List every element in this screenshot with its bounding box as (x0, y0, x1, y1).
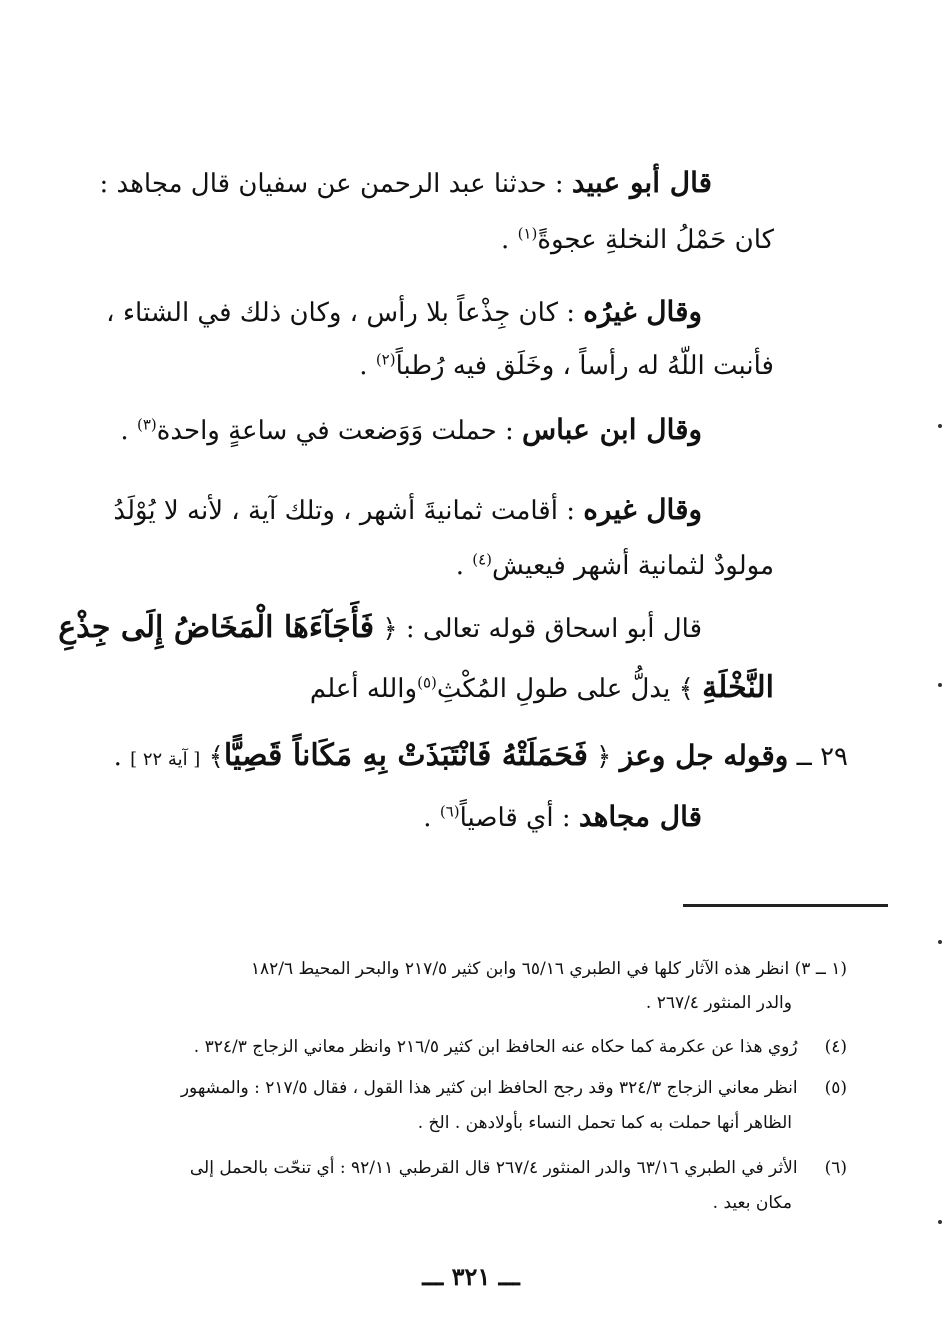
line-text: : حملت وَوَضعت في ساعةٍ واحدة (156, 416, 522, 446)
footnote-number: (٤) (824, 1037, 847, 1057)
footnote-text: رُوي هذا عن عكرمة كما حكاه عنه الحافظ ابن كثير ٢١٦/٥ وانظر معاني الزجاج ٣٢٤/٣ . (193, 1037, 798, 1057)
line-end: . (501, 225, 518, 255)
page-number: ـــ ٣٢١ ـــ (422, 1262, 520, 1291)
footnote-1-continued (646, 990, 792, 1016)
edge-mark (938, 1220, 942, 1224)
line-text: ﴾ يدلُّ على طولِ المُكْثِ (436, 674, 703, 704)
verse-reference: [ آية ٢٢ ] (130, 749, 201, 770)
bracket-close: ﴾ (200, 742, 224, 772)
line-text: : حدثنا عبد الرحمن عن سفيان قال مجاهد : (99, 169, 572, 199)
speaker: وقوله جل وعز (619, 739, 789, 772)
footnote-ref: (٤) (472, 550, 493, 569)
speaker: قال أبو عبيد (571, 166, 712, 199)
footnote-text: انظر معاني الزجاج ٣٢٤/٣ وقد رجح الحافظ ابن كثير هذا القول ، فقال ٢١٧/٥ : والمشهور (180, 1078, 798, 1098)
line-text: : أي قاصياً (459, 803, 579, 833)
footnote-ref: (٦) (439, 802, 460, 821)
body-line-2 (501, 220, 774, 260)
footnote-text: الأثر في الطبري ٦٣/١٦ والدر المنثور ٢٦٧/٤ قال القرطبي ٩٢/١١ : أي تنحّت بالحمل إلى (189, 1158, 798, 1178)
body-line-6 (113, 490, 702, 531)
footnote-ref: (١) (517, 224, 538, 243)
line-end: والله أعلم (309, 674, 418, 704)
line-text: : كان جِذْعاً بلا رأس ، وكان ذلك في الشتاء ، (106, 298, 584, 328)
line-text: مولودٌ لثمانية أشهر فيعيش (492, 551, 774, 581)
edge-mark (938, 424, 942, 428)
line-text: : أقامت ثمانيةَ أشهر ، وتلك آية ، لأنه لا يُوْلَدُ (113, 496, 584, 526)
body-line-10 (114, 736, 848, 780)
footnote-number: (٦) (824, 1158, 847, 1178)
speaker: وقال غيره (583, 493, 702, 526)
body-line-8 (58, 608, 702, 649)
footnote-number: (١ ــ ٣) (794, 959, 847, 979)
footnote-ref: (٥) (417, 673, 437, 692)
line-text: كان حَمْلُ النخلةِ عجوةً (537, 225, 774, 255)
speaker: وقال ابن عباس (521, 413, 702, 446)
bracket-open: ﴿ (587, 742, 620, 772)
quran-verse: فَأَجَآءَهَا الْمَخَاضُ إِلَى جِذْعِ (58, 610, 375, 645)
body-line-11 (423, 797, 702, 838)
footnote-text: الظاهر أنها حملت به كما تحمل النساء بأولادهن . الخ . (417, 1113, 792, 1133)
speaker: قال مجاهد (578, 800, 702, 833)
line-end: . (423, 803, 440, 833)
footnote-4 (194, 1034, 847, 1060)
body-line-4 (359, 346, 774, 386)
edge-mark (938, 940, 942, 944)
footnote-number: (٥) (824, 1078, 847, 1098)
edge-mark (938, 683, 942, 687)
line-end: . (359, 351, 376, 381)
quran-verse: النَّخْلَةِ (702, 670, 774, 705)
line-text: قال أبو اسحاق قوله تعالى : ﴿ (374, 614, 702, 644)
line-end: . (455, 551, 473, 581)
body-line-1 (100, 163, 712, 204)
footnote-6 (190, 1155, 847, 1181)
footnote-text: مكان بعيد . (712, 1193, 792, 1213)
line-text: فأنبت اللّهُ له رأساً ، وخَلَق فيه رُطباً (395, 351, 774, 381)
body-line-5 (120, 410, 702, 451)
line-end: . (113, 742, 131, 772)
footnote-divider (683, 904, 888, 907)
footnote-ref: (٢) (375, 350, 396, 369)
footnote-6-continued (713, 1190, 792, 1216)
footnote-ref: (٣) (136, 415, 157, 434)
line-end: . (120, 416, 137, 446)
quran-verse: فَحَمَلَتْهُ فَانْتَبَذَتْ بِهِ مَكَاناً قَصِيًّا (223, 738, 588, 773)
footnote-1 (251, 956, 847, 982)
speaker: وقال غيرُه (583, 295, 702, 328)
body-line-3 (106, 292, 702, 333)
body-line-9 (310, 668, 774, 709)
footnote-5-continued (418, 1110, 792, 1136)
paragraph-number: ٢٩ ــ (796, 742, 848, 772)
footnote-5 (181, 1075, 847, 1101)
body-line-7 (456, 546, 774, 586)
footnote-text: انظر هذه الآثار كلها في الطبري ٦٥/١٦ وابن كثير ٢١٧/٥ والبحر المحيط ١٨٢/٦ (250, 959, 790, 979)
footnote-text: والدر المنثور ٢٦٧/٤ . (645, 993, 792, 1013)
